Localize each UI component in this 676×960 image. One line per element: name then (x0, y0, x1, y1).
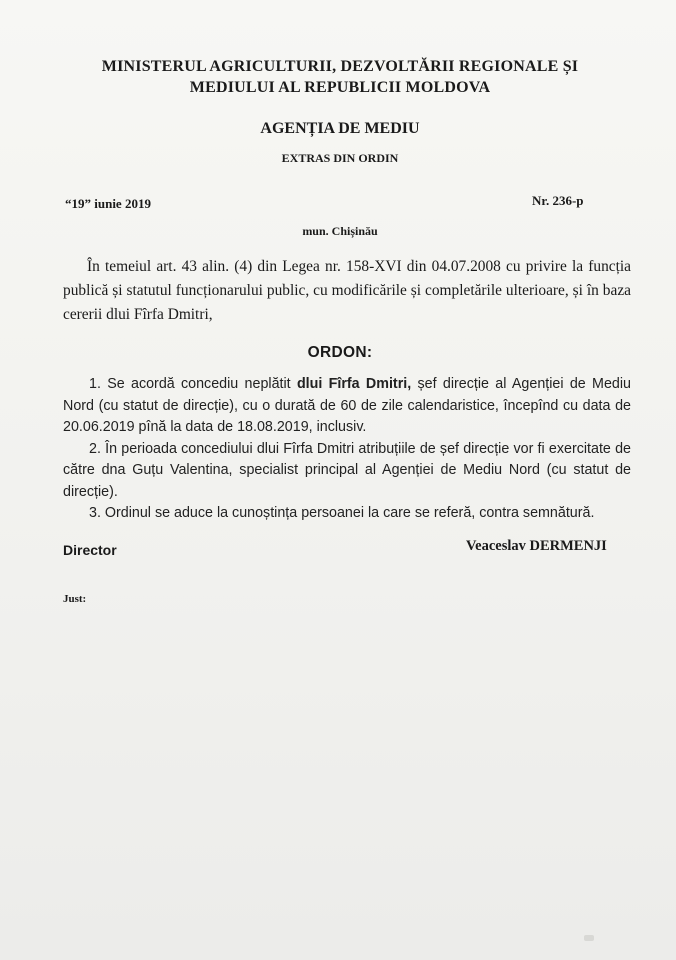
document-type: EXTRAS DIN ORDIN (281, 151, 399, 165)
signature-name: Veaceslav DERMENJI (466, 538, 607, 554)
order-item-1 (63, 374, 631, 439)
preamble-paragraph: În temeiul art. 43 alin. (4) din Legea nr. 158-XVI din 04.07.2008 cu privire la funcția publică și statutul funcționarului public, cu modificările și completările ulterioare, și în baza cererii dlui Fîrfa Dmitri, (63, 258, 631, 323)
just-label: Just: (63, 593, 87, 605)
ministry-line-1: MINISTERUL AGRICULTURII, DEZVOLTĂRII REGIONALE ȘI (101, 58, 579, 75)
signature-title: Director (63, 542, 117, 558)
agency-name: AGENȚIA DE MEDIU (260, 120, 420, 137)
order-heading: ORDON: (307, 344, 373, 361)
order-item-2: 2. În perioada concediului dlui Fîrfa Dmitri atribuțiile de șef direcție vor fi exercitate de către dna Guțu Valentina, specialist principal al Agenției de Mediu Nord (cu statut de direcție). (63, 440, 631, 500)
order-date: “19” iunie 2019 (65, 196, 151, 211)
order-number: Nr. 236-p (532, 193, 584, 208)
order-item-3: 3. Ordinul se aduce la cunoștința persoanei la care se referă, contra semnătură. (89, 505, 595, 521)
ministry-line-2: MEDIULUI AL REPUBLICII MOLDOVA (189, 79, 491, 96)
scan-artifact (584, 935, 594, 941)
order-item-1-intro: 1. Se acordă concediu neplătit (89, 376, 297, 392)
order-city: mun. Chișinău (302, 224, 378, 238)
order-item-1-employee: dlui Fîrfa Dmitri, (296, 376, 412, 392)
ministry-header (40, 56, 640, 98)
order-item-1-rest: șef direcție al Agenției de Mediu Nord (cu statut de direcție), cu o durată de 60 de zile calendaristice, începînd cu data de 20.06.2019 pînă la data de 18.08.2019, inclusiv. (63, 376, 631, 435)
order-items (63, 374, 631, 525)
